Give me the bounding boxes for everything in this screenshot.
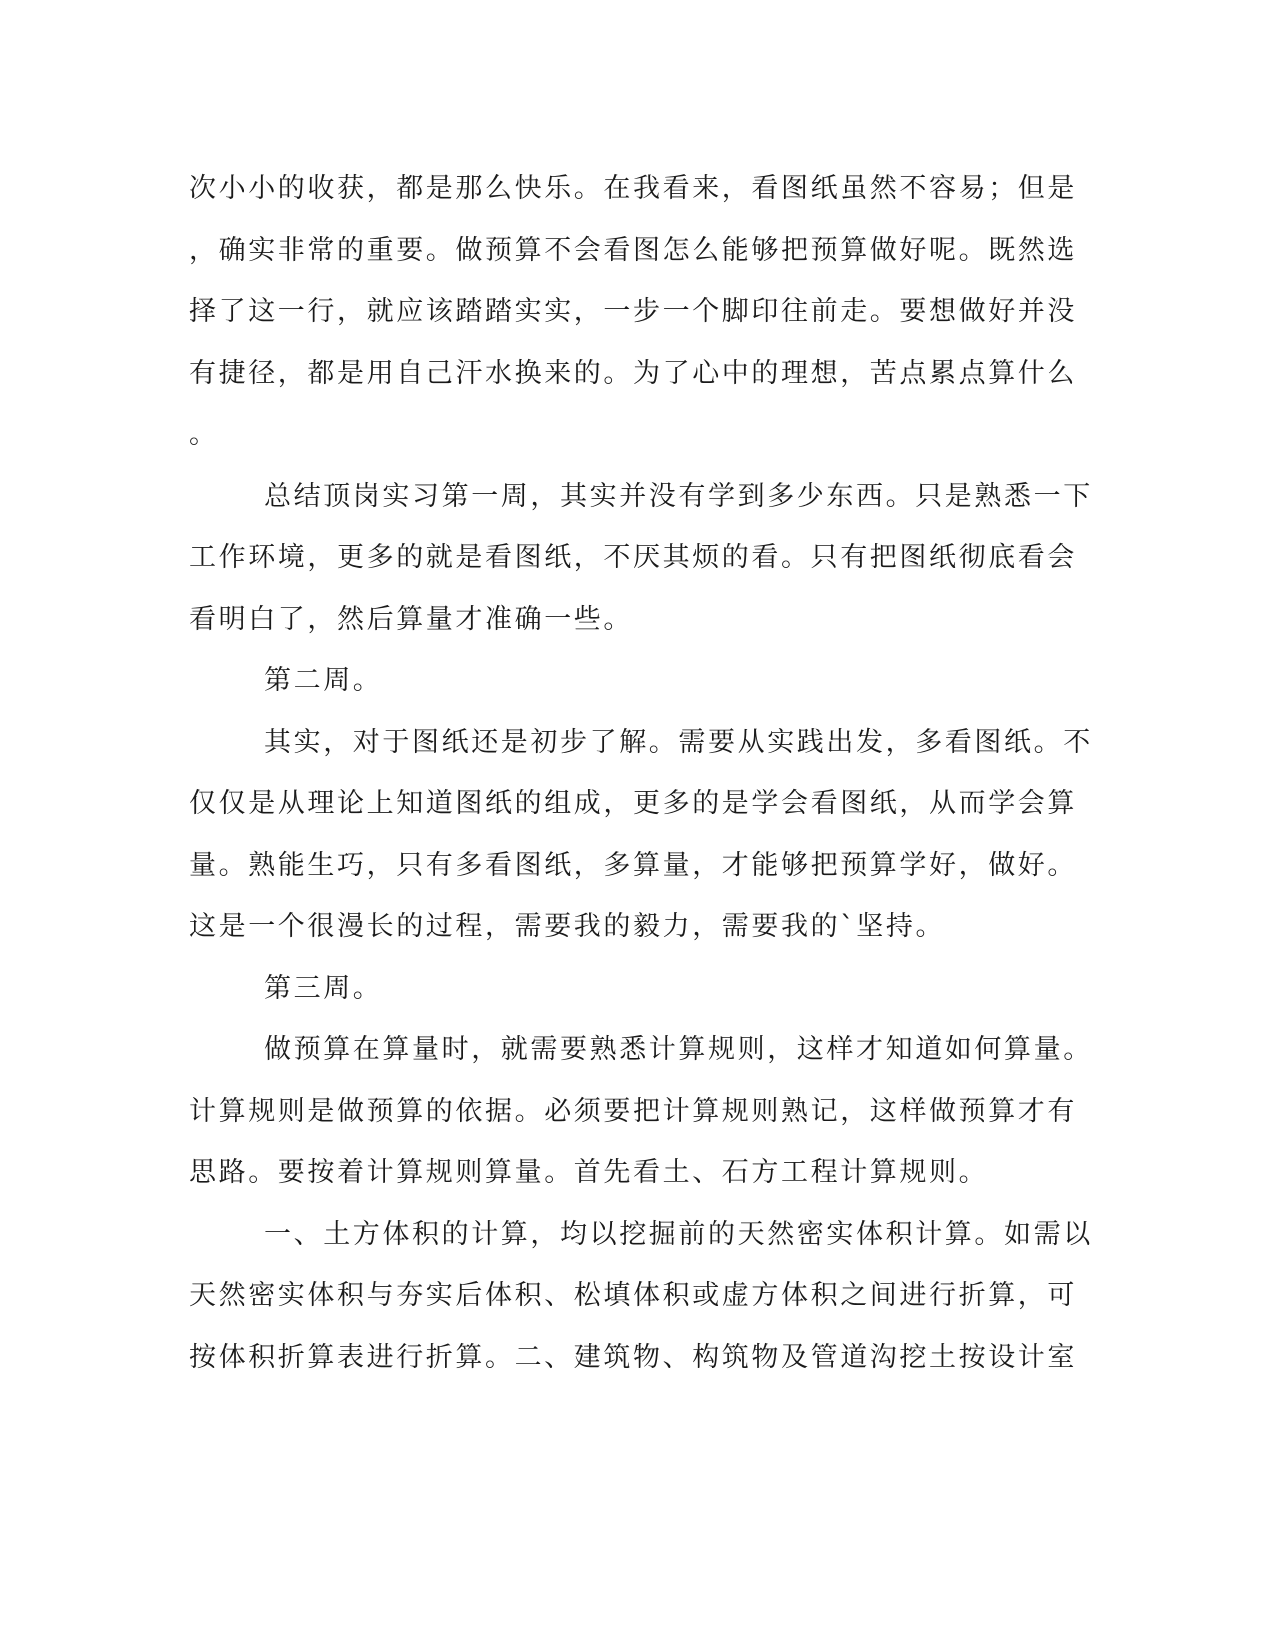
text-line: 其实，对于图纸还是初步了解。需要从实践出发，多看图纸。不 xyxy=(264,726,1093,758)
text-line: 工作环境，更多的就是看图纸，不厌其烦的看。只有把图纸彻底看会 xyxy=(189,542,1077,573)
text-line: 次小小的收获，都是那么快乐。在我看来，看图纸虽然不容易；但是 xyxy=(189,173,1077,204)
text-line: 有捷径，都是用自己汗水换来的。为了心中的理想，苦点累点算什么 xyxy=(189,357,1077,389)
text-line: ，确实非常的重要。做预算不会看图怎么能够把预算做好呢。既然选 xyxy=(189,234,1077,266)
text-line: 量。熟能生巧，只有多看图纸，多算量，才能够把预算学好，做好。 xyxy=(189,849,1077,881)
section-heading-week-3: 第三周。 xyxy=(264,972,383,1004)
text-line: 总结顶岗实习第一周，其实并没有学到多少东西。只是熟悉一下 xyxy=(264,480,1093,512)
text-line: 按体积折算表进行折算。二、建筑物、构筑物及管道沟挖土按设计室 xyxy=(189,1341,1077,1373)
text-line: 计算规则是做预算的依据。必须要把计算规则熟记，这样做预算才有 xyxy=(189,1095,1077,1127)
text-line: 思路。要按着计算规则算量。首先看土、石方工程计算规则。 xyxy=(189,1157,989,1188)
text-line: 仅仅是从理论上知道图纸的组成，更多的是学会看图纸，从而学会算 xyxy=(189,788,1077,819)
text-line: 一、土方体积的计算，均以挖掘前的天然密实体积计算。如需以 xyxy=(264,1218,1093,1250)
section-heading-week-2: 第二周。 xyxy=(264,665,383,696)
body-text xyxy=(189,158,1093,1388)
text-line: 这是一个很漫长的过程，需要我的毅力，需要我的`坚持。 xyxy=(189,911,946,942)
text-line: 做预算在算量时，就需要熟悉计算规则，这样才知道如何算量。 xyxy=(264,1034,1093,1065)
text-line: 择了这一行，就应该踏踏实实，一步一个脚印往前走。要想做好并没 xyxy=(189,296,1077,327)
text-line: 天然密实体积与夯实后体积、松填体积或虚方体积之间进行折算，可 xyxy=(189,1280,1077,1311)
text-line: 看明白了，然后算量才准确一些。 xyxy=(189,603,633,635)
text-line: 。 xyxy=(189,419,219,450)
